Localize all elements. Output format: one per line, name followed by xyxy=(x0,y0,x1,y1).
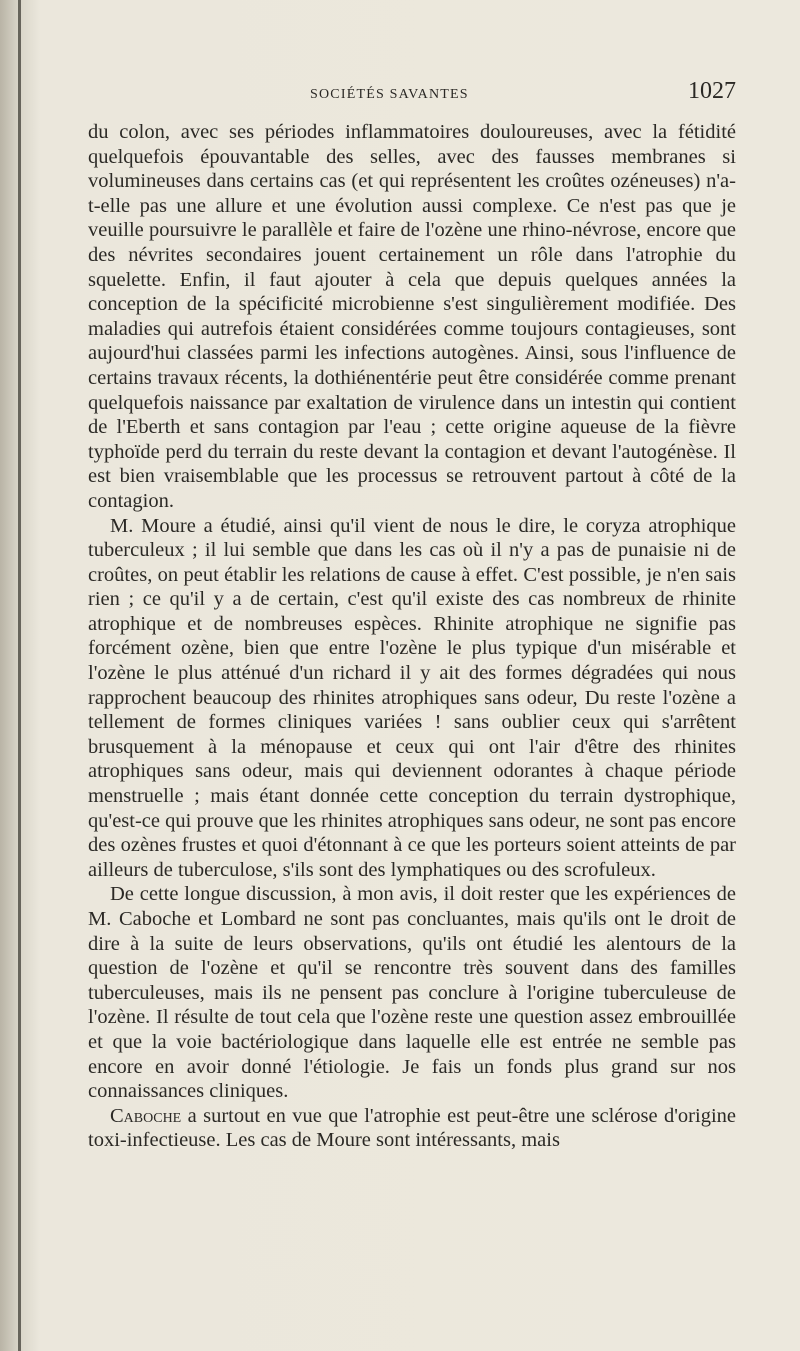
page-binding-edge xyxy=(18,0,21,1351)
paragraph-continued: du colon, avec ses périodes inflammatoires douloureuses, avec la fétidité quelquefois épouvantable des selles, avec des fausses membranes si volumineuses dans certains cas (et qui représentent les croûtes ozéneuses) n'a-t-elle pas une allure et une évolution aussi complexe. Ce n'est pas que je veuille poursuivre le parallèle et faire de l'ozène une rhino-névrose, encore que des névrites secondaires jouent certainement un rôle dans l'atrophie du squelette. Enfin, il faut ajouter à cela que depuis quelques années la conception de la spécificité microbienne s'est singulièrement modifiée. Des maladies qui autrefois étaient considérées comme toujours contagieuses, sont aujourd'hui classées parmi les infections autogènes. Ainsi, sous l'influence de certains travaux récents, la dothiénentérie peut être considérée comme prenant quelquefois naissance par exaltation de virulence dans un intestin qui contient de l'Eberth et sans contagion par l'eau ; cette origine aqueuse de la fièvre typhoïde perd du terrain du reste devant la contagion et devant l'autogénèse. Il est bien vraisemblable que les processus se retrouvent partout à côté de la contagion. xyxy=(88,121,736,512)
paragraph-caboche-text: a surtout en vue que l'atrophie est peut-être une sclérose d'origine toxi-infectieuse. Les cas de Moure sont intéressants, mais xyxy=(88,1104,736,1152)
running-title: SOCIÉTÉS SAVANTES xyxy=(310,87,469,102)
paragraph-discussion: De cette longue discussion, à mon avis, il doit rester que les expériences de M. Caboche et Lombard ne sont pas concluantes, mais qu'ils ont le droit de dire à la suite de leurs observations, qu'ils ont étudié les alentours de la question de l'ozène et qu'il se rencontre très souvent dans des familles tuberculeuses, mais ils ne pensent pas conclure à l'origine tuberculeuse de l'ozène. Il résulte de tout cela que l'ozène reste une question assez embrouillée et que la voie bactériologique dans laquelle elle est entrée ne semble pas encore en avoir donné l'étiologie. Je fais un fonds plus grand sur nos connaissances cliniques. xyxy=(88,883,736,1103)
article-body xyxy=(88,120,736,1153)
paragraph-caboche xyxy=(88,1104,736,1153)
page-header xyxy=(88,78,736,108)
page-number: 1027 xyxy=(688,78,736,104)
speaker-name: Caboche xyxy=(110,1104,182,1127)
paragraph-moure: M. Moure a étudié, ainsi qu'il vient de nous le dire, le coryza atrophique tuberculeux ; il lui semble que dans les cas où il n'y a pas de punaisie ni de croûtes, on peut établir les relations de cause à effet. C'est possible, je n'en sais rien ; ce qu'il y a de certain, c'est qu'il existe des cas nombreux de rhinite atrophique et de nombreuses espèces. Rhinite atrophique ne signifie pas forcément ozène, bien que entre l'ozène le plus typique d'un misérable et l'ozène le plus atténué d'un richard il y ait des formes dégradées qui nous rapprochent beaucoup des rhinites atrophiques sans odeur, Du reste l'ozène a tellement de formes cliniques variées ! sans oublier ceux qui s'arrêtent brusquement à la ménopause et ceux qui ont l'air d'être des rhinites atrophiques sans odeur, mais qui deviennent odorantes à chaque période menstruelle ; mais étant donnée cette conception du terrain dystrophique, qu'est-ce qui prouve que les rhinites atrophiques sans odeur, ne sont pas encore des ozènes frustes et quoi d'étonnant à ce que les porteurs soient atteints de par ailleurs de tuberculose, s'ils sont des lymphatiques ou des scrofuleux. xyxy=(88,514,736,881)
